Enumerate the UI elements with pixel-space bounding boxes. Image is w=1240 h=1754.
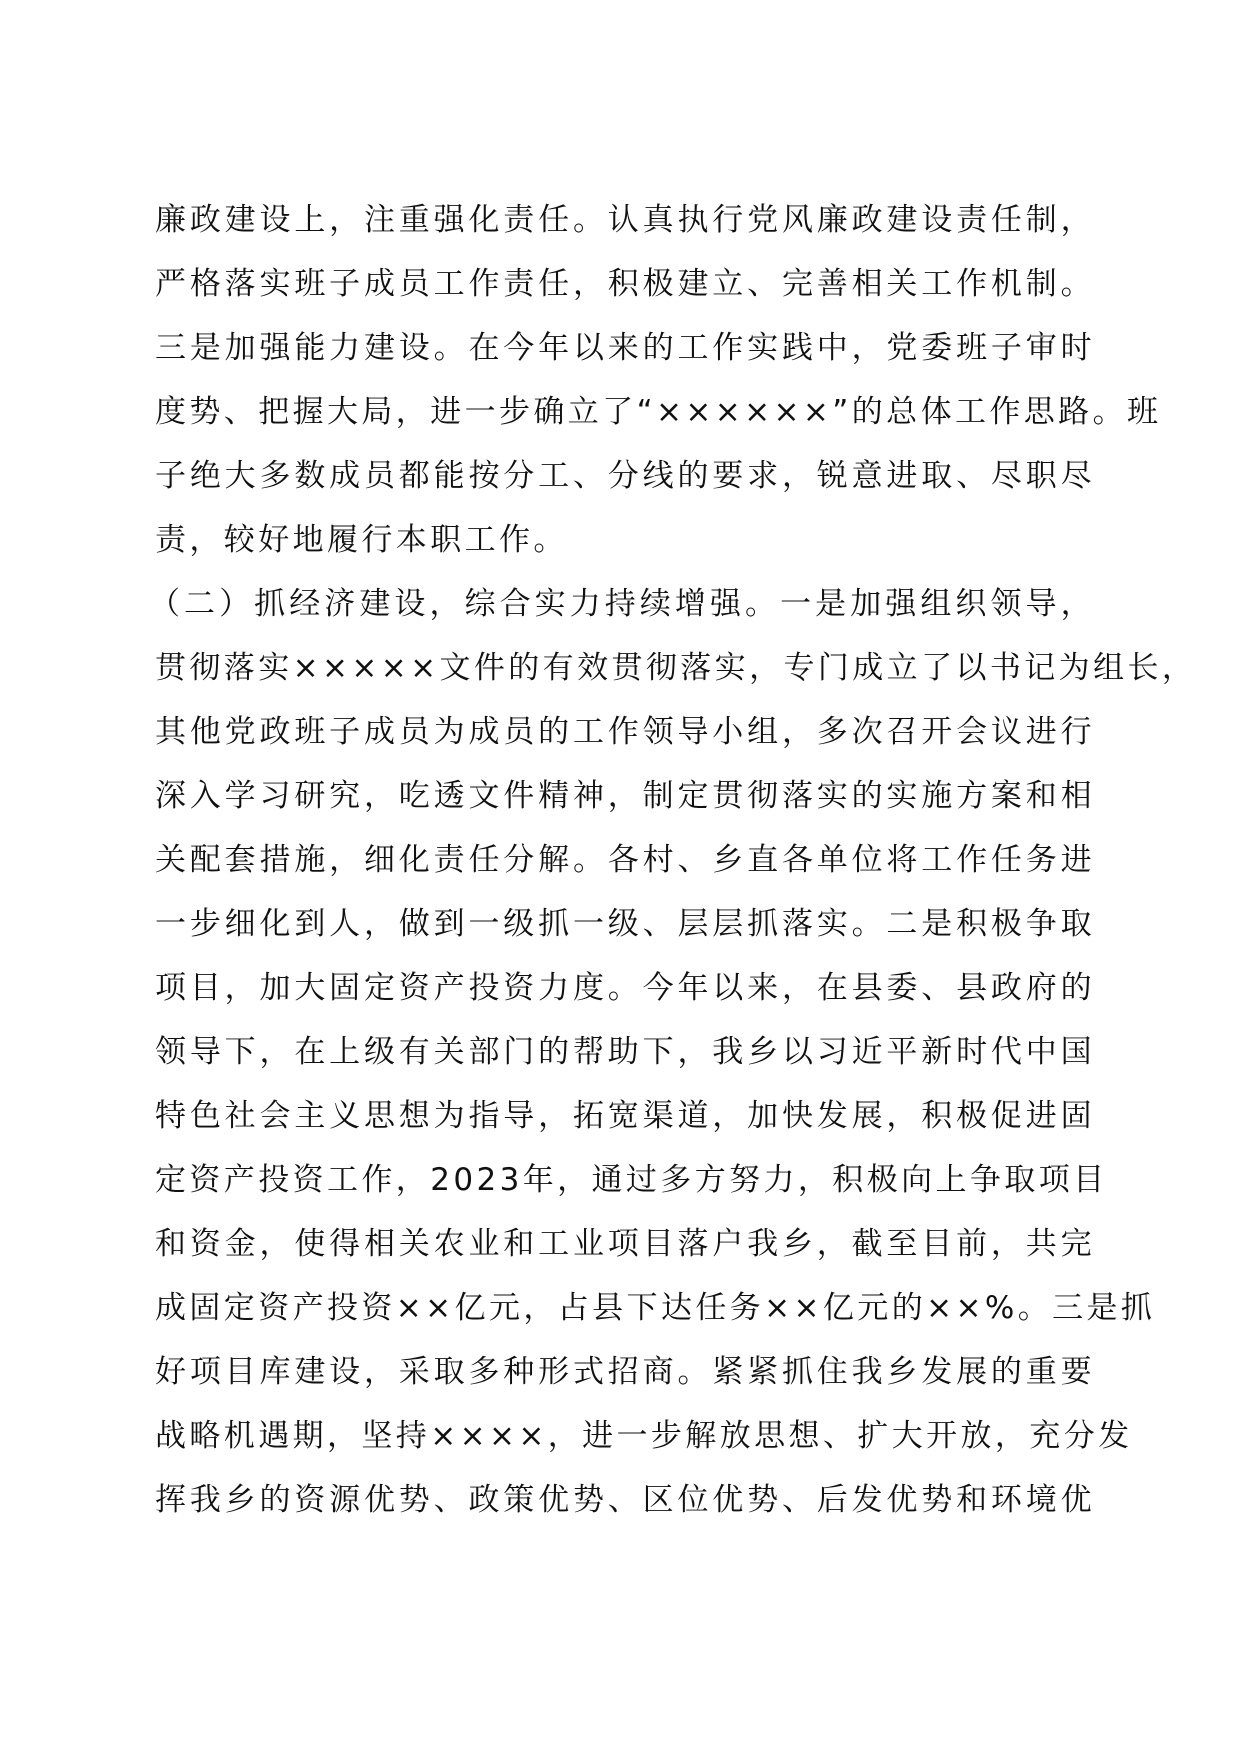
text-line: 关配套措施，细化责任分解。各村、乡直各单位将工作任务进 [155, 842, 1095, 878]
text-line: 贯彻落实×××××文件的有效贯彻落实，专门成立了以书记为组长， [155, 650, 1197, 686]
text-line: 定资产投资工作，2023年，通过多方努力，积极向上争取项目 [155, 1162, 1108, 1198]
text-line: 和资金，使得相关农业和工业项目落户我乡，截至目前，共完 [155, 1226, 1095, 1262]
text-line: 其他党政班子成员为成员的工作领导小组，多次召开会议进行 [155, 714, 1095, 750]
text-line: 子绝大多数成员都能按分工、分线的要求，锐意进取、尽职尽 [155, 458, 1095, 494]
body-text [149, 188, 1197, 1532]
text-line: 三是加强能力建设。在今年以来的工作实践中，党委班子审时 [155, 330, 1095, 366]
text-line: 好项目库建设，采取多种形式招商。紧紧抓住我乡发展的重要 [155, 1354, 1095, 1390]
text-line: 项目，加大固定资产投资力度。今年以来，在县委、县政府的 [155, 970, 1095, 1006]
text-line: 廉政建设上，注重强化责任。认真执行党风廉政建设责任制， [155, 202, 1095, 238]
text-line: 责，较好地履行本职工作。 [155, 522, 568, 558]
text-line: 一步细化到人，做到一级抓一级、层层抓落实。二是积极争取 [155, 906, 1095, 942]
text-line: 度势、把握大局，进一步确立了“××××××”的总体工作思路。班 [155, 394, 1162, 430]
text-line: 领导下，在上级有关部门的帮助下，我乡以习近平新时代中国 [155, 1034, 1095, 1070]
text-line: 战略机遇期，坚持××××，进一步解放思想、扩大开放，充分发 [155, 1418, 1133, 1454]
section-heading-line: （二）抓经济建设，综合实力持续增强。一是加强组织领导， [149, 586, 1095, 622]
text-line: 特色社会主义思想为指导，拓宽渠道，加快发展，积极促进固 [155, 1098, 1095, 1134]
text-line: 成固定资产投资××亿元，占县下达任务××亿元的××%。三是抓 [155, 1290, 1156, 1326]
text-line: 挥我乡的资源优势、政策优势、区位优势、后发优势和环境优 [155, 1482, 1095, 1518]
text-line: 严格落实班子成员工作责任，积极建立、完善相关工作机制。 [155, 266, 1095, 302]
text-line: 深入学习研究，吃透文件精神，制定贯彻落实的实施方案和相 [155, 778, 1095, 814]
